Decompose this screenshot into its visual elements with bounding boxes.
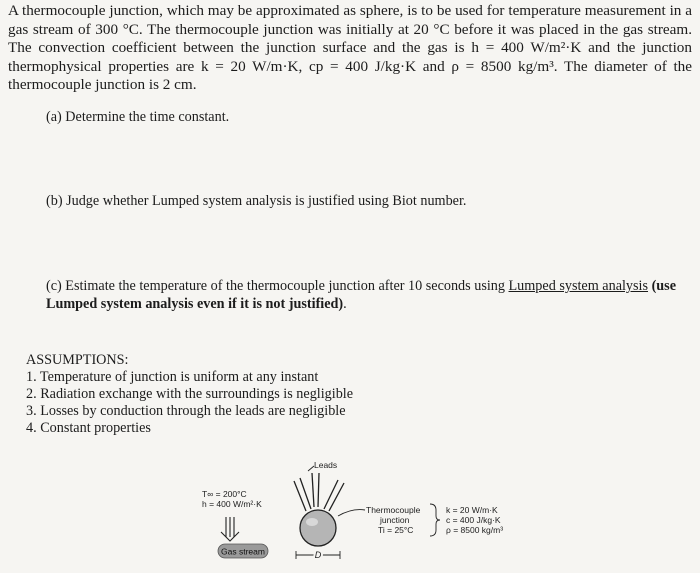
question-c-bold: (use Lumped system analysis even if it is not justified): [46, 278, 676, 312]
t-inf-label: T∞ = 200°C: [202, 489, 247, 499]
question-c-text: (c) Estimate the temperature of the thermocouple junction after 10 seconds using: [46, 278, 509, 294]
junction-sphere: [300, 510, 336, 546]
question-b: (b) Judge whether Lumped system analysis is justified using Biot number.: [46, 193, 467, 209]
thermocouple-leads: [294, 473, 344, 511]
question-c-end: .: [343, 296, 347, 312]
problem-text-part2: and the junction thermophysical properties are: [8, 39, 692, 75]
prop-k: k = 20 W/m·K: [446, 505, 498, 515]
problem-text-part3: . The diameter of the thermocouple junction is 2 cm.: [8, 57, 692, 94]
brace-icon: [430, 504, 440, 536]
problem-statement: [8, 2, 692, 95]
question-c: [46, 277, 690, 313]
assumptions-list: [26, 369, 353, 437]
junction-label-line1: Thermocouple: [366, 505, 421, 515]
properties-expression: k = 20 W/m·K, cp = 400 J/kg·K and ρ = 8500 kg/m³: [200, 57, 554, 75]
gas-stream-label: Gas stream: [221, 546, 265, 557]
assumptions: [26, 352, 353, 437]
junction-label-line2: junction: [380, 515, 410, 525]
sphere-highlight: [306, 518, 318, 526]
problem-text-part1: A thermocouple junction, which may be approximated as sphere, is to be used for temperature measurement in a gas stream of 300 °C. The thermocouple junction was initially at 20 °C before it was placed in the gas stream. The convection coefficient between the junction surface and the gas is: [8, 2, 692, 57]
diameter-label: D: [314, 550, 322, 560]
h-expression: h = 400 W/m²·K: [471, 39, 582, 57]
assumption-item: 2. Radiation exchange with the surroundings is negligible: [26, 386, 354, 402]
assumption-item: 1. Temperature of junction is uniform at any instant: [26, 369, 319, 385]
junction-initial-temp: Ti = 25°C: [378, 525, 414, 535]
assumptions-heading: ASSUMPTIONS:: [26, 352, 129, 368]
flow-arrows-icon: [221, 517, 239, 541]
prop-c: c = 400 J/kg·K: [446, 515, 501, 525]
assumption-item: 3. Losses by conduction through the leads are negligible: [26, 403, 346, 419]
leads-label: Leads: [314, 460, 338, 470]
question-a: (a) Determine the time constant.: [46, 109, 230, 125]
prop-rho: ρ = 8500 kg/m³: [446, 525, 504, 535]
h-label: h = 400 W/m²·K: [202, 499, 262, 509]
thermocouple-diagram: [190, 453, 530, 571]
question-c-underlined: Lumped system analysis: [508, 278, 649, 294]
assumption-item: 4. Constant properties: [26, 420, 151, 436]
